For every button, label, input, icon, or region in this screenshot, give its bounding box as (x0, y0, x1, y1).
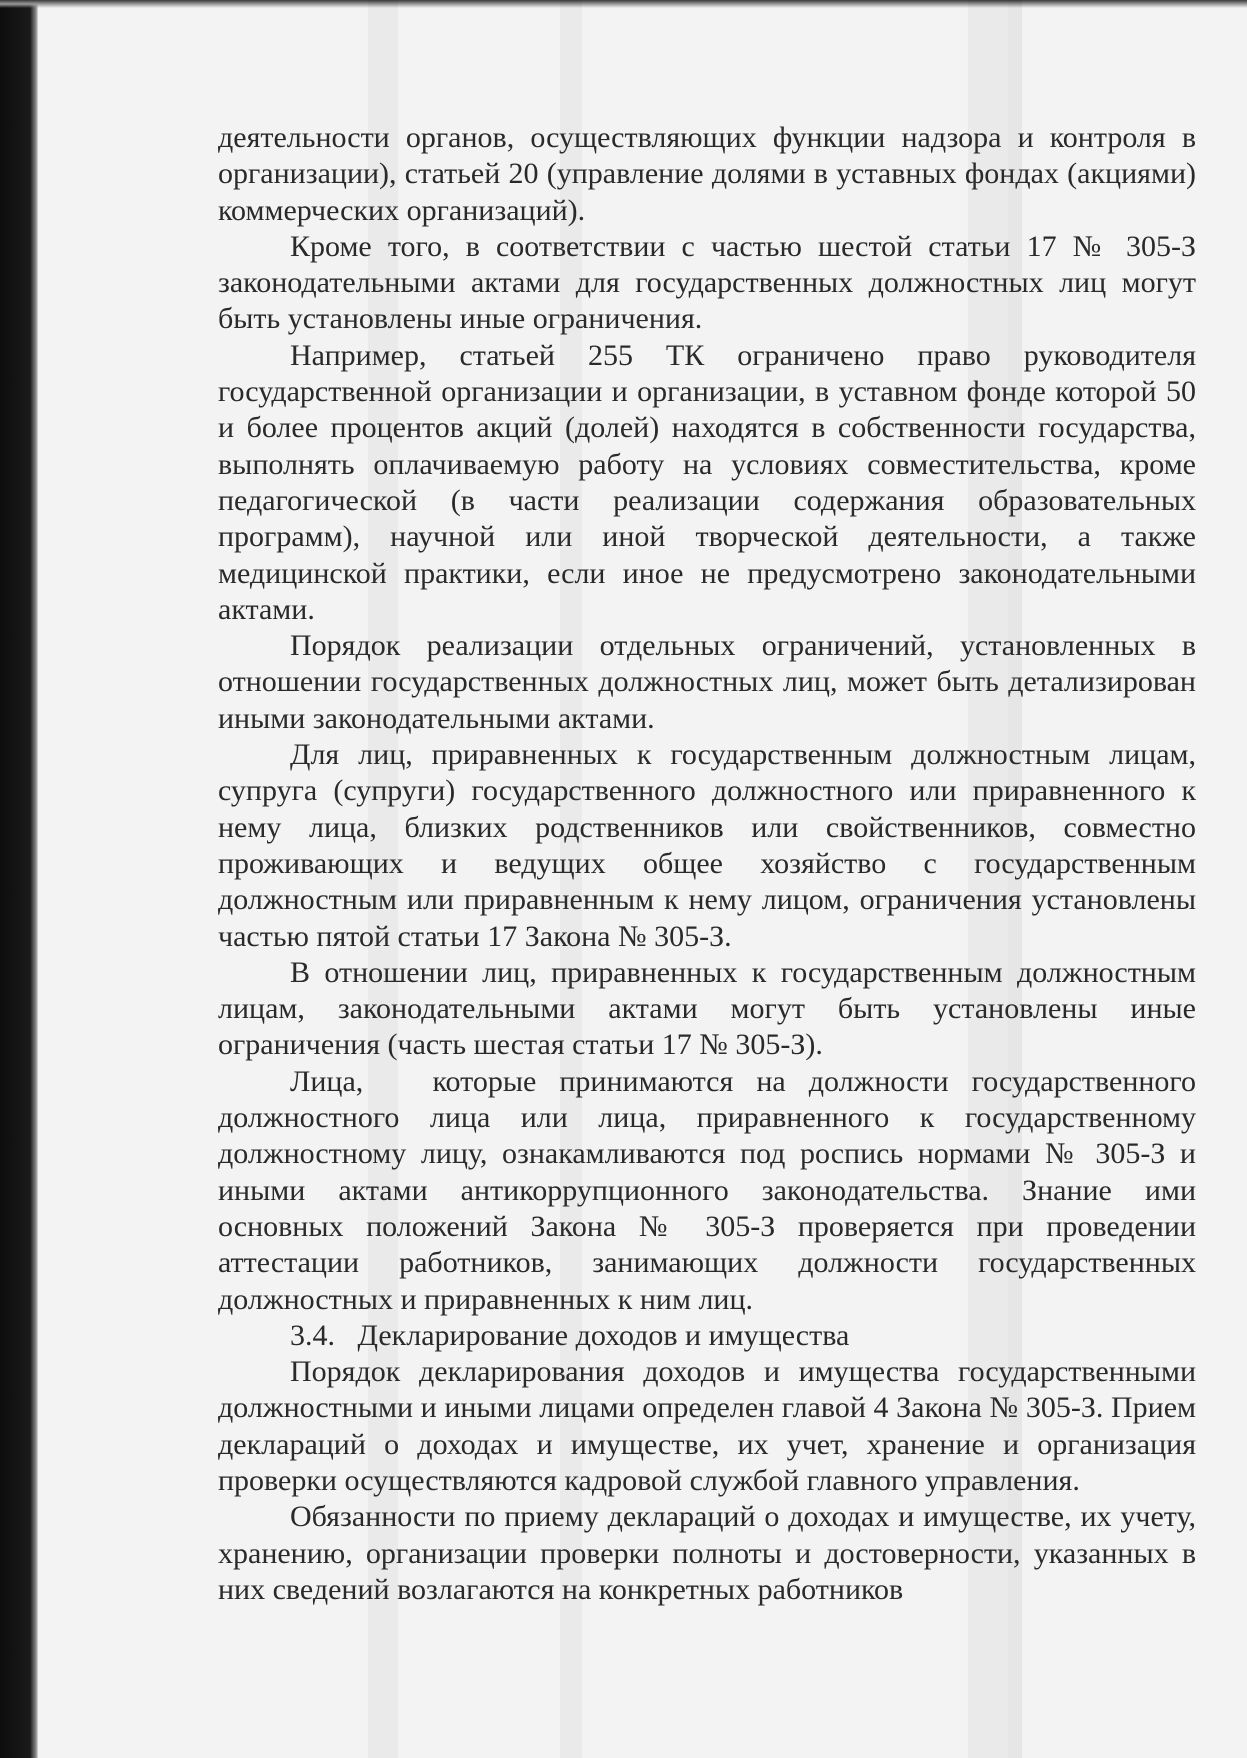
document-body (218, 120, 1204, 1608)
paragraph-article-255: Например, статьей 255 ТК ограничено право руководителя государственной организации и организации, в уставном фонде которой 50 и более процентов акций (долей) находятся в собственности государства, выполнять оплачиваемую работу на условиях совместительства, кроме педагогической (в части реализации содержания образовательных программ), научной или иной творческой деятельности, а также медицинской практики, если иное не предусмотрено законодательными актами. (218, 338, 1196, 626)
paragraph-other-restrictions: Кроме того, в соответствии с частью шестой статьи 17 № 305-З законодательными актами для государственных должностных лиц могут быть установлены иные ограничения. (218, 229, 1196, 336)
scan-left-edge-shadow (0, 0, 38, 1758)
paragraph-restrictions-detail: Порядок реализации отдельных ограничений, установленных в отношении государственных должностных лиц, может быть детализирован иными законодательными актами. (218, 629, 1196, 735)
paragraph-declaration-duties: Обязанности по приему деклараций о доходах и имуществе, их учету, хранению, организации проверки полноты и достоверности, указанных в них сведений возлагаются на конкретных работников (218, 1500, 1196, 1606)
paragraph-continuation: деятельности органов, осуществляющих функции надзора и контроля в организации), статьей 20 (управление долями в уставных фондах (акциями) коммерческих организаций). (218, 121, 1196, 227)
section-heading-3-4: 3.4. Декларирование доходов и имущества (290, 1318, 850, 1352)
paragraph-declaration-procedure: Порядок декларирования доходов и имущества государственными должностными и иными лицами определен главой 4 Закона № 305-З. Прием деклараций о доходах и имуществе, их учет, хранение и организация проверки осуществляются кадровой службой главного управления. (218, 1355, 1196, 1497)
paragraph-additional-restrictions: В отношении лиц, приравненных к государственным должностным лицам, законодательными актами могут быть установлены иные ограничения (часть шестая статьи 17 № 305-З). (218, 955, 1196, 1062)
paragraph-familiarization: Лица, которые принимаются на должности государственного должностного лица или лица, приравненного к государственному должностному лицу, ознакамливаются под роспись нормами № 305-З и иными актами антикоррупционного законодательства. Знание ими основных положений Закона № 305-З проверяется при проведении аттестации работников, занимающих должности государственных должностных и приравненных к ним лиц. (218, 1064, 1204, 1316)
scan-top-edge-shadow (0, 0, 1247, 8)
paragraph-equivalent-persons: Для лиц, приравненных к государственным должностным лицам, супруга (супруги) государственного должностного или приравненного к нему лица, близких родственников или свойственников, совместно проживающих и ведущих общее хозяйство с государственным должностным или приравненным к нему лицом, ограничения установлены частью пятой статьи 17 Закона № 305-З. (218, 738, 1196, 953)
